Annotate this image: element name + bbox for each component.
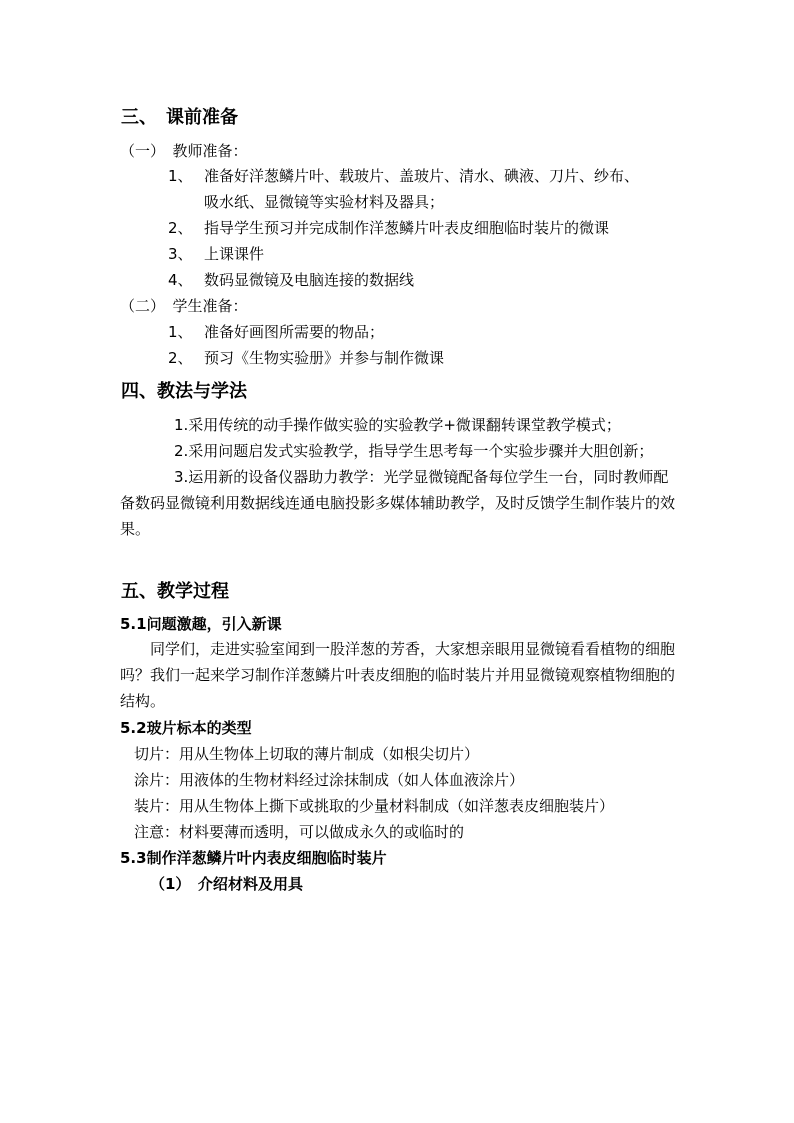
item-text: 预习《生物实验册》并参与制作微课 [204,349,445,367]
section-5-3-sub-1: （1） 介绍材料及用具 [150,875,303,893]
item-number: 1、 [168,323,193,341]
slide-type-mount: 装片：用从生物体上撕下或挑取的少量材料制成（如洋葱表皮细胞装片） [134,797,615,815]
item-text: 上课课件 [204,245,265,263]
section-5-3-heading: 5.3制作洋葱鳞片叶内表皮细胞临时装片 [120,849,387,867]
slide-type-section: 切片：用从生物体上切取的薄片制成（如根尖切片） [134,745,480,763]
section-5-2-heading: 5.2玻片标本的类型 [120,719,252,737]
teacher-prep-heading: （一） 教师准备： [120,142,248,160]
slide-type-note: 注意：材料要薄而透明，可以做成永久的或临时的 [134,823,465,841]
method-item-3 [120,464,680,542]
item-number: 1、 [168,167,193,185]
item-number: 2、 [168,219,193,237]
section-5-1-heading: 5.1问题激趣，引入新课 [120,615,282,633]
method-item-2: 2.采用问题启发式实验教学，指导学生思考每一个实验步骤并大胆创新； [174,442,654,460]
slide-type-smear: 涂片：用液体的生物材料经过涂抹制成（如人体血液涂片） [134,771,525,789]
item-text: 吸水纸、显微镜等实验材料及器具； [204,193,445,211]
section-5-title: 五、教学过程 [121,581,229,602]
student-prep-item-2 [168,348,444,368]
section-5-1-text: 同学们，走进实验室闻到一股洋葱的芳香，大家想亲眼用显微镜看看植物的细胞吗？我们一起来学习制作洋葱鳞片叶表皮细胞的临时装片并用显微镜观察植物细胞的结构。 [120,640,676,710]
method-item-3-text: 3.运用新的设备仪器助力教学：光学显微镜配备每位学生一台，同时教师配备数码显微镜利用数据线连通电脑投影多媒体辅助教学，及时反馈学生制作装片的效果。 [120,468,676,538]
item-number: 3、 [168,245,193,263]
item-number: 2、 [168,349,193,367]
item-text: 数码显微镜及电脑连接的数据线 [204,271,415,289]
teacher-prep-item-1-cont [168,192,444,212]
student-prep-heading: （二） 学生准备： [120,297,248,315]
teacher-prep-item-1 [168,166,639,186]
item-text: 准备好洋葱鳞片叶、载玻片、盖玻片、清水、碘液、刀片、纱布、 [204,167,640,185]
teacher-prep-item-3 [168,244,264,264]
section-3-title: 三、 课前准备 [121,107,238,128]
method-item-1: 1.采用传统的动手操作做实验的实验教学+微课翻转课堂教学模式； [174,416,621,434]
item-number: 4、 [168,271,193,289]
section-5-1-paragraph [120,636,680,714]
item-text: 准备好画图所需要的物品； [204,323,385,341]
teacher-prep-item-4 [168,270,414,290]
section-4-title: 四、教法与学法 [121,381,247,402]
student-prep-item-1 [168,322,384,342]
teacher-prep-item-2 [168,218,609,238]
item-text: 指导学生预习并完成制作洋葱鳞片叶表皮细胞临时装片的微课 [204,219,610,237]
